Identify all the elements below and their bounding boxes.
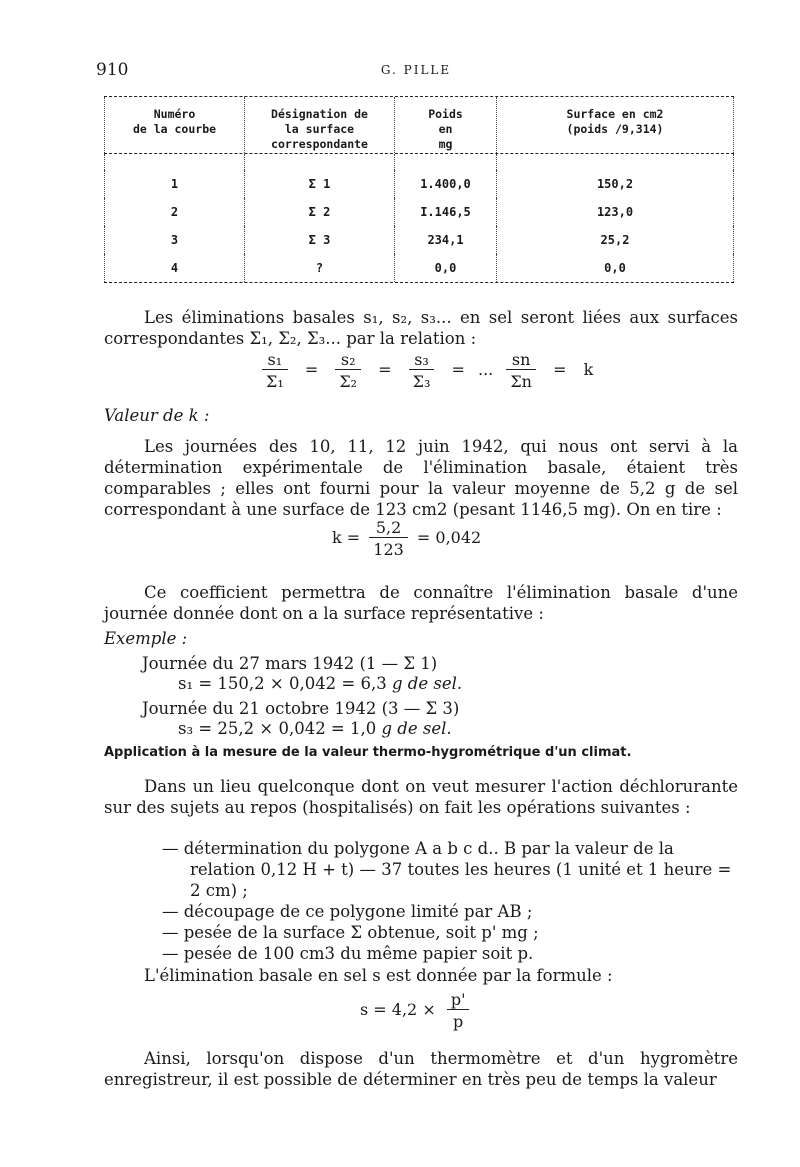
page-header <box>96 60 736 82</box>
table-cell: 25,2 <box>496 226 734 254</box>
table-header-cell: Numéro de la courbe <box>104 97 244 153</box>
paragraph-dans-un-lieu: Dans un lieu quelconque dont on veut mesurer l'action déchlorurante sur des sujets au repos (hospitalisés) on fait les opérations suivantes : <box>104 777 738 817</box>
table-cell: 1 <box>104 170 244 198</box>
table-cell: 1.400,0 <box>394 170 496 198</box>
formula-denominator: Σ₃ <box>409 369 435 391</box>
table-cell: 2 <box>104 198 244 226</box>
paragraph-elimination-formule: L'élimination basale en sel s est donnée par la formule : <box>144 966 613 985</box>
formula-k <box>332 518 481 559</box>
table-row <box>104 254 734 282</box>
list-item-line: — découpage de ce polygone limité par AB ; <box>162 902 533 921</box>
formula-lhs: s = 4,2 × <box>360 1000 436 1019</box>
table-header-cell: Poids en mg <box>394 97 496 153</box>
example-2-value: s₃ = 25,2 × 0,042 = 1,0 <box>178 719 377 738</box>
formula-equals: = <box>378 360 392 379</box>
table-row <box>104 170 734 198</box>
formula-denominator: Σn <box>506 369 536 391</box>
table-header-cell: Désignation de la surface correspondante <box>244 97 394 153</box>
formula-numerator: 5,2 <box>375 518 402 537</box>
table-cell: Σ 3 <box>244 226 394 254</box>
formula-lhs: k = <box>332 528 361 547</box>
formula-s <box>360 990 469 1031</box>
formula-ratio <box>262 350 593 391</box>
formula-equals: = <box>304 360 319 379</box>
list-item-line: — pesée de la surface Σ obtenue, soit p' mg ; <box>162 923 539 942</box>
table-cell: 4 <box>104 254 244 282</box>
paragraph-coefficient: Ce coefficient permettra de connaître l'élimination basale d'une journée donnée dont on a la surface représentative : <box>104 583 738 623</box>
table-header-cell: Surface en cm2 (poids /9,314) <box>496 97 734 153</box>
page-number: 910 <box>96 60 129 80</box>
table-header-row <box>104 97 734 153</box>
list-item-continuation: relation 0,12 H + t) — 37 toutes les heures (1 unité et 1 heure = 2 cm) ; <box>190 860 732 900</box>
formula-rhs: = 0,042 <box>416 528 482 547</box>
formula-numerator: p' <box>450 990 466 1009</box>
list-item <box>162 922 738 943</box>
list-item-line: — pesée de 100 cm3 du même papier soit p. <box>162 944 534 963</box>
table-cell: ? <box>244 254 394 282</box>
section-title: Application à la mesure de la valeur thermo-hygrométrique d'un climat. <box>104 745 632 760</box>
paragraph-journees: Les journées des 10, 11, 12 juin 1942, qui nous ont servi à la détermination expérimentale de l'élimination basale, étaient très comparables ; elles ont fourni pour la valeur moyenne de 5,2 g de sel correspondant à une surface de 123 cm2 (pesant 1146,5 mg). On en tire : <box>104 437 738 519</box>
formula-denominator: 123 <box>369 537 408 559</box>
formula-equals: = <box>451 360 465 379</box>
table-cell: 0,0 <box>496 254 734 282</box>
formula-numerator: s₁ <box>267 350 283 369</box>
table-row <box>104 226 734 254</box>
table-cell: Σ 2 <box>244 198 394 226</box>
example-2-unit: g de sel. <box>381 719 452 738</box>
example-1-calc <box>178 673 698 694</box>
table-cell: 123,0 <box>496 198 734 226</box>
example-1-unit: g de sel. <box>392 674 463 693</box>
example-2-calc <box>178 718 698 739</box>
label-exemple: Exemple : <box>104 629 188 648</box>
table-cell: 0,0 <box>394 254 496 282</box>
table-cell: 3 <box>104 226 244 254</box>
formula-result: k <box>583 360 594 379</box>
table-cell: 234,1 <box>394 226 496 254</box>
list-item-line: — détermination du polygone A a b c d.. B par la valeur de la <box>162 839 674 858</box>
list-item <box>162 943 738 964</box>
formula-numerator: s₃ <box>414 350 429 369</box>
formula-ellipsis: ... <box>477 360 494 379</box>
formula-denominator: Σ₁ <box>262 369 288 391</box>
table-row <box>104 198 734 226</box>
formula-numerator: sn <box>511 350 531 369</box>
paragraph-ainsi: Ainsi, lorsqu'on dispose d'un thermomètre et d'un hygromètre enregistreur, il est possible de déterminer en très peu de temps la valeur <box>104 1049 738 1089</box>
paragraph-relation: Les éliminations basales s₁, s₂, s₃... en sel seront liées aux surfaces correspondantes Σ₁, Σ₂, Σ₃... par la relation : <box>104 308 738 348</box>
table-cell: I.146,5 <box>394 198 496 226</box>
formula-numerator: s₂ <box>340 350 356 369</box>
formula-denominator: Σ₂ <box>335 369 361 391</box>
list-item <box>162 901 738 922</box>
formula-denominator: p <box>447 1009 470 1031</box>
data-table <box>104 96 734 283</box>
running-head: G. PILLE <box>380 63 452 77</box>
example-1-date: Journée du 27 mars 1942 (1 — Σ 1) <box>142 654 438 673</box>
example-1-value: s₁ = 150,2 × 0,042 = 6,3 <box>178 674 387 693</box>
formula-equals: = <box>553 360 567 379</box>
table-cell: Σ 1 <box>244 170 394 198</box>
table-cell: 150,2 <box>496 170 734 198</box>
label-valeur-de-k: Valeur de k : <box>104 406 210 425</box>
list-item <box>162 838 738 901</box>
example-2-date: Journée du 21 octobre 1942 (3 — Σ 3) <box>142 699 460 718</box>
